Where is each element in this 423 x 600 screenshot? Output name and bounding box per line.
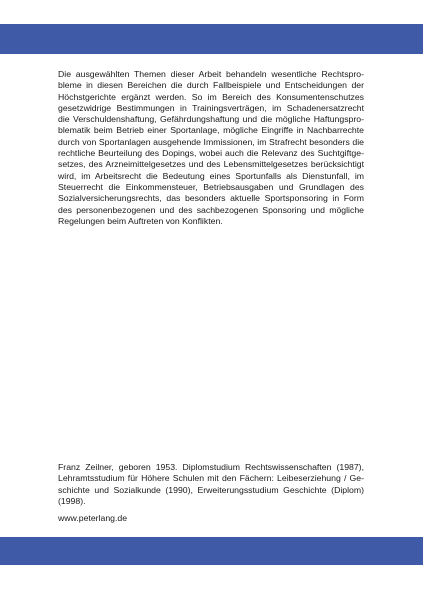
abstract-line: Sozialversicherungsrechts, das besonders aktuelle Sportsponsoring in Form: [58, 193, 364, 204]
top-color-band: [0, 24, 423, 54]
abstract-paragraph: [58, 69, 364, 227]
abstract-line: bleme in diesen Bereichen die durch Fallbeispiele und Entscheidungen der: [58, 80, 364, 91]
abstract-line: durch von Sportanlagen ausgehende Immissionen, im Strafrecht besonders die: [58, 136, 364, 147]
bio-line: (1998).: [58, 495, 86, 506]
bottom-color-band: [0, 537, 423, 565]
abstract-line: die Verschuldenshaftung, Gefährdungshaftung und die mögliche Haftungspro-: [58, 114, 364, 125]
abstract-line: Die ausgewählten Themen dieser Arbeit behandeln wesentliche Rechtspro-: [58, 69, 364, 79]
abstract-line: des personenbezogenen und des sachbezogenen Sponsoring und mögliche: [58, 204, 364, 215]
abstract-line: setzes, des Arzneimittelgesetzes und des Lebensmittelgesetzes berücksichtigt: [58, 159, 364, 170]
abstract-line: rechtliche Beurteilung des Dopings, wobei auch die Relevanz des Suchtgiftge-: [58, 148, 364, 159]
bio-line: Franz Zeilner, geboren 1953. Diplomstudium Rechtswissenschaften (1987),: [58, 462, 364, 472]
abstract-line: Höchstgerichte ergänzt werden. So im Bereich des Konsumentenschutzes: [58, 91, 364, 102]
abstract-line: Regelungen beim Auftreten von Konflikten.: [58, 215, 223, 226]
abstract-line: wird, im Arbeitsrecht die Bedeutung eines Sportunfalls als Dienstunfall, im: [58, 170, 364, 181]
bio-line: schichte und Sozialkunde (1990), Erweiterungsstudium Geschichte (Diplom): [58, 484, 364, 495]
abstract-line: gesetzwidrige Bestimmungen in Trainingsverträgen, im Schadenersatzrecht: [58, 102, 364, 113]
abstract-line: Steuerrecht die Einkommensteuer, Betriebsausgaben und Grundlagen des: [58, 181, 364, 192]
author-bio: [58, 462, 364, 507]
abstract-line: blematik beim Betrieb einer Sportanlage, mögliche Eingriffe in Nachbarrechte: [58, 125, 364, 136]
bio-line: Lehramtsstudium für Höhere Schulen mit den Fächern: Leibeserziehung / Ge-: [58, 473, 364, 484]
publisher-website: www.peterlang.de: [58, 513, 128, 523]
